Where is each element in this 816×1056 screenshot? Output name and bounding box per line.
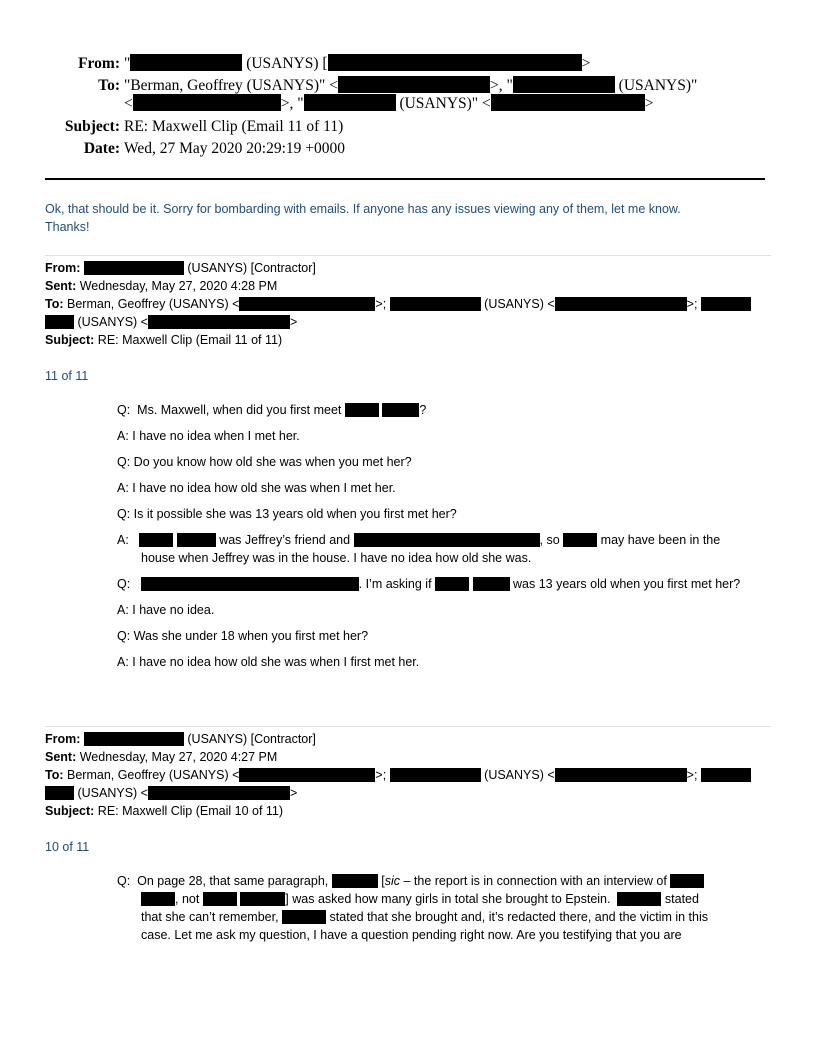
redaction xyxy=(555,297,687,311)
sent-label: Sent: xyxy=(45,750,77,764)
redaction xyxy=(141,577,359,591)
redaction xyxy=(177,533,216,547)
divider xyxy=(45,726,771,727)
transcript-line: Q: Do you know how old she was when you met her? xyxy=(117,455,412,469)
redaction xyxy=(354,533,540,547)
redaction xyxy=(555,768,687,782)
header-divider xyxy=(45,178,765,180)
sent-label: Sent: xyxy=(45,279,77,293)
header-date-label: Date: xyxy=(83,140,120,157)
redaction xyxy=(390,768,481,782)
transcript-line: case. Let me ask my question, I have a question pending right now. Are you testifying that you are xyxy=(141,928,682,942)
header-from-value: " (USANYS) [ > xyxy=(124,55,591,72)
header-to-value-line2: < >, " (USANYS)" < > xyxy=(124,95,654,112)
redaction xyxy=(332,874,378,888)
header-from-label: From: xyxy=(78,55,120,72)
redaction xyxy=(45,315,74,329)
header-to-value: "Berman, Geoffrey (USANYS)" < >, " (USANYS)" xyxy=(124,77,698,94)
redaction xyxy=(130,54,242,71)
redaction xyxy=(148,315,290,329)
subject-value: RE: Maxwell Clip (Email 10 of 11) xyxy=(97,804,284,818)
redaction xyxy=(203,892,237,906)
transcript-line: A: I have no idea when I met her. xyxy=(117,429,300,443)
redaction xyxy=(390,297,481,311)
redaction xyxy=(435,577,469,591)
redaction xyxy=(617,892,661,906)
transcript-line: A: I have no idea how old she was when I first met her. xyxy=(117,655,420,669)
email-count: 11 of 11 xyxy=(45,369,89,383)
subject-label: Subject: xyxy=(45,804,95,818)
redaction xyxy=(148,786,290,800)
redaction xyxy=(513,76,615,93)
from-label: From: xyxy=(45,261,81,275)
message-line: Thanks! xyxy=(45,220,90,234)
redaction xyxy=(240,892,285,906)
redaction xyxy=(45,786,74,800)
subject-value: RE: Maxwell Clip (Email 11 of 11) xyxy=(97,333,283,347)
subject-label: Subject: xyxy=(45,333,95,347)
header-date: Wed, 27 May 2020 20:29:19 +0000 xyxy=(124,140,346,157)
redaction xyxy=(133,94,281,111)
redaction xyxy=(382,403,419,417)
redaction xyxy=(139,533,173,547)
header-subject: RE: Maxwell Clip (Email 11 of 11) xyxy=(124,118,344,135)
redaction xyxy=(473,577,510,591)
redaction xyxy=(282,910,326,924)
redaction xyxy=(701,768,751,782)
redaction xyxy=(345,403,379,417)
transcript-line: A: I have no idea how old she was when I met her. xyxy=(117,481,396,495)
message-line: Ok, that should be it. Sorry for bombarding with emails. If anyone has any issues viewing any of them, let me know. xyxy=(45,202,681,216)
to-label: To: xyxy=(45,768,64,782)
redaction xyxy=(328,54,582,71)
redaction xyxy=(491,94,645,111)
transcript-line: A: I have no idea. xyxy=(117,603,215,617)
redaction xyxy=(563,533,597,547)
header-to-label: To: xyxy=(98,77,120,94)
to-label: To: xyxy=(45,297,64,311)
transcript-line: Q: Was she under 18 when you first met her? xyxy=(117,629,369,643)
header-subject-label: Subject: xyxy=(64,118,120,135)
email-count: 10 of 11 xyxy=(45,840,90,854)
redaction xyxy=(239,297,375,311)
redaction xyxy=(84,732,184,746)
redaction xyxy=(141,892,175,906)
redaction xyxy=(304,94,396,111)
redaction xyxy=(670,874,704,888)
redaction xyxy=(239,768,375,782)
redaction xyxy=(84,261,184,275)
sent-value: Wednesday, May 27, 2020 4:27 PM xyxy=(79,750,278,764)
redaction xyxy=(338,76,490,93)
from-label: From: xyxy=(45,732,81,746)
divider xyxy=(45,255,771,256)
transcript-line: Q: Is it possible she was 13 years old when you first met her? xyxy=(117,507,457,521)
sent-value: Wednesday, May 27, 2020 4:28 PM xyxy=(79,279,278,293)
redaction xyxy=(701,297,751,311)
transcript-line: house when Jeffrey was in the house. I have no idea how old she was. xyxy=(141,551,532,565)
